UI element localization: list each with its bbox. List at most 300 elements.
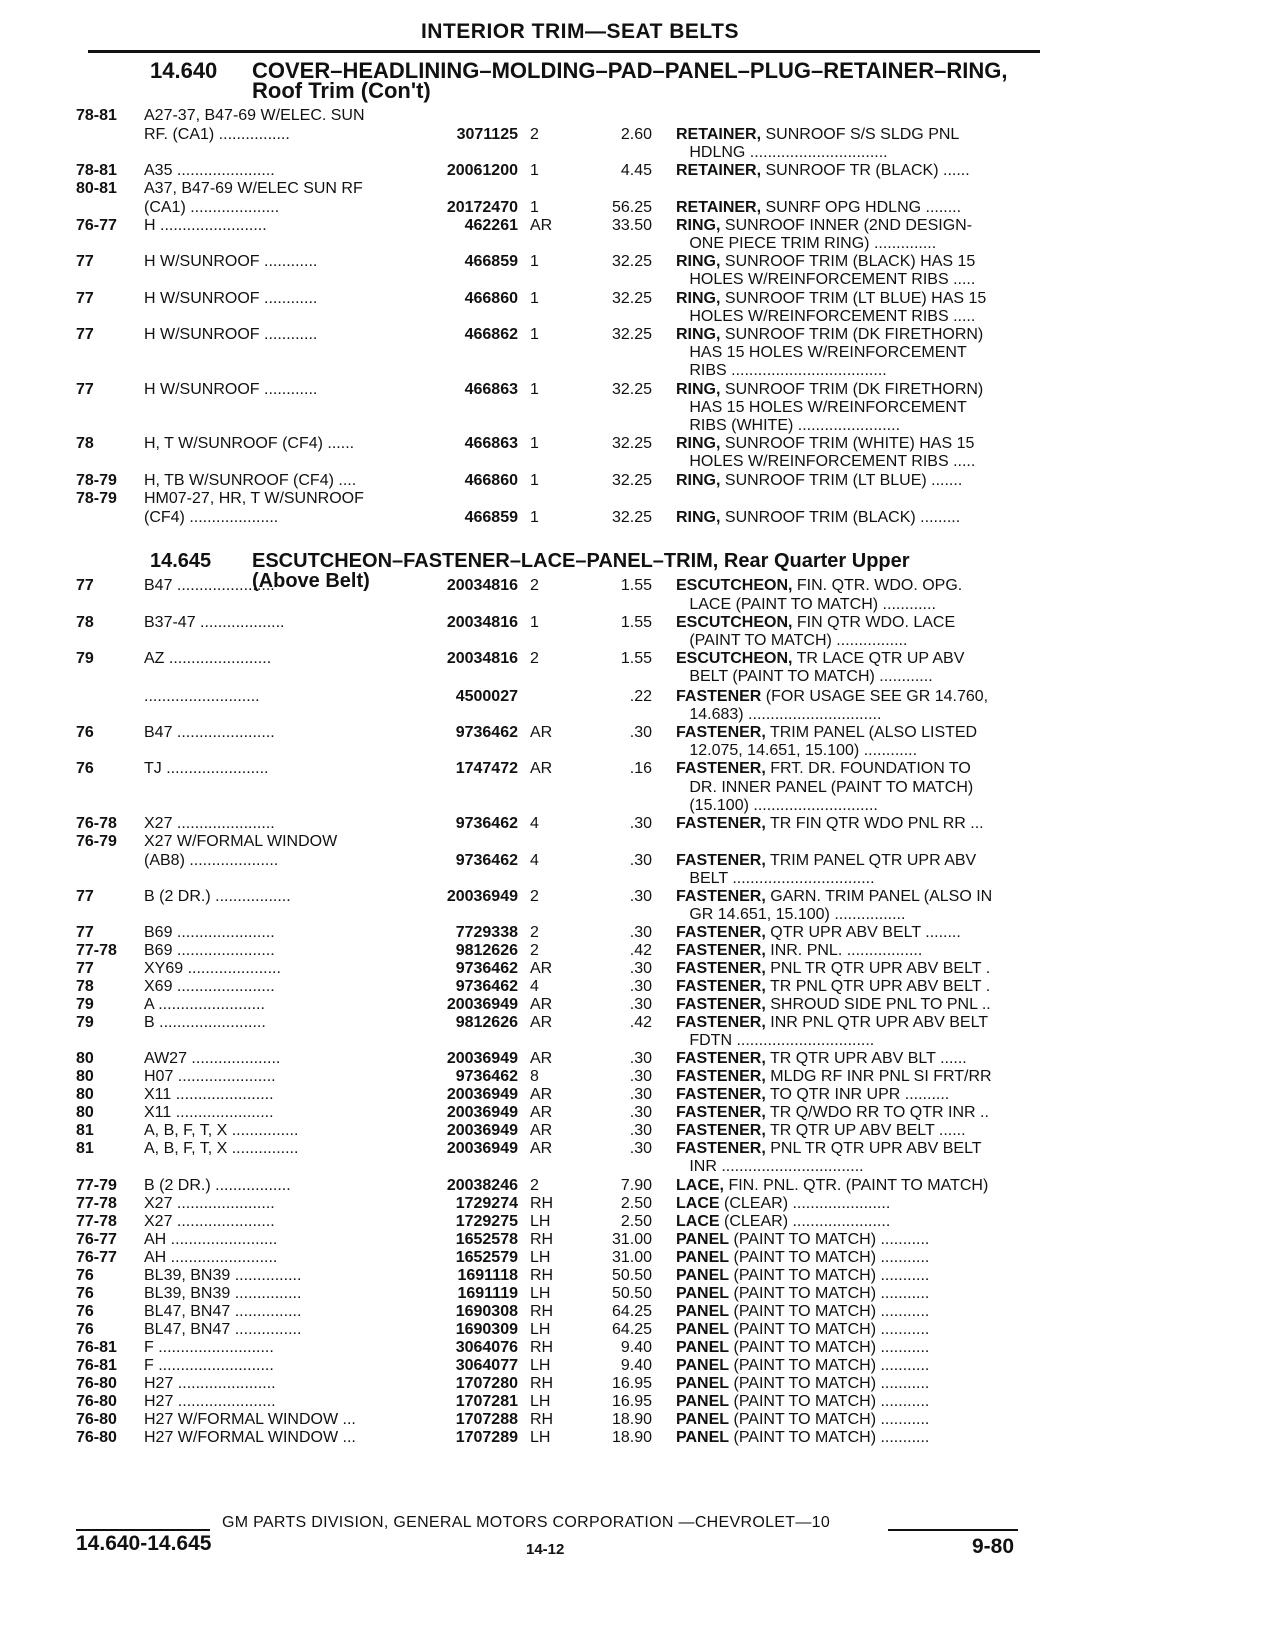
model-usage: A27-37, B47-69 W/ELEC. SUN: [144, 107, 365, 124]
model-year: 80: [76, 1104, 94, 1121]
part-name: RING,: [676, 326, 721, 343]
quantity: AR: [530, 1140, 553, 1157]
part-detail: 14.683) ..............................: [676, 706, 882, 723]
part-detail: TR QTR UP ABV BELT ......: [765, 1122, 966, 1139]
price: .30: [629, 1068, 652, 1085]
part-name: FASTENER,: [676, 724, 766, 741]
quantity: 4: [530, 815, 539, 832]
part-description: [676, 1429, 1036, 1447]
part-number: 20172470: [446, 199, 518, 216]
price: 50.50: [611, 1267, 652, 1284]
part-description: [676, 1032, 1036, 1050]
part-description: [676, 760, 1036, 778]
quantity: 2: [530, 650, 539, 667]
part-detail: HAS 15 HOLES W/REINFORCEMENT: [676, 344, 967, 361]
part-number: 20034816: [446, 650, 518, 667]
part-number: 9736462: [455, 1068, 518, 1085]
part-number: 20036949: [446, 1104, 518, 1121]
part-detail: RIBS (WHITE) .......................: [676, 417, 901, 434]
part-number: 20036949: [446, 1140, 518, 1157]
part-description: [676, 344, 1036, 362]
part-description: [676, 271, 1036, 289]
model-year: 77: [76, 326, 94, 343]
footer-rule-right: [888, 1529, 1018, 1531]
part-detail: PNL TR QTR UPR ABV BELT .: [765, 960, 991, 977]
price: .30: [629, 924, 652, 941]
model-year: 76: [76, 760, 94, 777]
part-name: RING,: [676, 217, 721, 234]
section-title: ESCUTCHEON–FASTENER–LACE–PANEL–TRIM, Rear Quarter Upper: [252, 550, 910, 572]
model-year: 80: [76, 1086, 94, 1103]
quantity: AR: [530, 1104, 553, 1121]
part-number: 1729274: [455, 1195, 518, 1212]
model-usage: H27 ......................: [144, 1375, 276, 1392]
quantity: LH: [530, 1249, 551, 1266]
part-name: PANEL: [676, 1357, 730, 1374]
model-usage: H27 W/FORMAL WINDOW ...: [144, 1411, 356, 1428]
footer-publisher: GM PARTS DIVISION, GENERAL MOTORS CORPORATION —CHEVROLET—10: [222, 1514, 831, 1531]
price: 2.50: [620, 1213, 652, 1230]
part-detail: (15.100) ............................: [676, 797, 878, 814]
part-description: [676, 942, 1036, 960]
part-description: [676, 797, 1036, 815]
quantity: 1: [530, 381, 539, 398]
part-description: [676, 724, 1036, 742]
part-number: 7729338: [455, 924, 518, 941]
model-usage: A, B, F, T, X ...............: [144, 1140, 299, 1157]
price: 32.25: [611, 472, 652, 489]
model-usage: X27 ......................: [144, 1195, 275, 1212]
part-detail: (PAINT TO MATCH) ...........: [729, 1375, 930, 1392]
part-number: 20034816: [446, 614, 518, 631]
part-detail: (PAINT TO MATCH) ...........: [729, 1249, 930, 1266]
part-number: 1729275: [455, 1213, 518, 1230]
model-usage: BL39, BN39 ...............: [144, 1267, 302, 1284]
quantity: 1: [530, 162, 539, 179]
part-name: LACE: [676, 1195, 720, 1212]
section-subtitle: Roof Trim (Con't): [252, 78, 431, 103]
model-year: 76-77: [76, 217, 117, 234]
part-description: [676, 1213, 1036, 1231]
model-usage: B69 ......................: [144, 924, 275, 941]
part-number: 1652578: [455, 1231, 518, 1248]
part-detail: 12.075, 14.651, 15.100) ............: [676, 742, 918, 759]
model-year: 76-80: [76, 1375, 117, 1392]
part-detail: (PAINT TO MATCH) ...........: [729, 1285, 930, 1302]
part-name: RING,: [676, 509, 721, 526]
part-detail: QTR UPR ABV BELT ........: [765, 924, 961, 941]
quantity: AR: [530, 1014, 553, 1031]
part-number: 1707280: [455, 1375, 518, 1392]
part-description: [676, 1104, 1036, 1122]
price: .30: [629, 1104, 652, 1121]
price: 31.00: [611, 1231, 652, 1248]
quantity: 2: [530, 942, 539, 959]
price: .42: [629, 1014, 652, 1031]
model-usage: AZ .......................: [144, 650, 272, 667]
model-usage: H, T W/SUNROOF (CF4) ......: [144, 435, 355, 452]
part-name: PANEL: [676, 1231, 730, 1248]
part-detail: (PAINT TO MATCH) ...........: [729, 1339, 930, 1356]
price: 32.25: [611, 326, 652, 343]
price: 2.60: [620, 126, 652, 143]
price: 18.90: [611, 1429, 652, 1446]
model-year: 81: [76, 1122, 94, 1139]
part-number: 466863: [464, 381, 518, 398]
part-number: 9736462: [455, 724, 518, 741]
model-usage: TJ .......................: [144, 760, 269, 777]
part-number: 9736462: [455, 815, 518, 832]
price: .30: [629, 888, 652, 905]
part-detail: TR PNL QTR UPR ABV BELT .: [765, 978, 991, 995]
part-detail: HOLES W/REINFORCEMENT RIBS .....: [676, 271, 976, 288]
part-description: [676, 978, 1036, 996]
model-year: 76-77: [76, 1231, 117, 1248]
price: 32.25: [611, 381, 652, 398]
part-number: 1747472: [455, 760, 518, 777]
part-description: [676, 126, 1036, 144]
part-number: 9812626: [455, 1014, 518, 1031]
model-year: 78: [76, 978, 94, 995]
model-usage: B37-47 ...................: [144, 614, 285, 631]
model-year: 76: [76, 1285, 94, 1302]
part-name: PANEL: [676, 1375, 730, 1392]
part-description: [676, 1086, 1036, 1104]
part-number: 20061200: [446, 162, 518, 179]
part-detail: FIN. PNL. QTR. (PAINT TO MATCH): [724, 1177, 989, 1194]
part-detail: SUNROOF TRIM (LT BLUE) .......: [720, 472, 963, 489]
quantity: 2: [530, 577, 539, 594]
price: 50.50: [611, 1285, 652, 1302]
part-description: [676, 706, 1036, 724]
part-detail: MLDG RF INR PNL SI FRT/RR: [765, 1068, 992, 1085]
model-usage: X27 ......................: [144, 1213, 275, 1230]
price: .30: [629, 978, 652, 995]
model-usage: B47 ......................: [144, 724, 275, 741]
price: 4.45: [620, 162, 652, 179]
part-number: 20036949: [446, 1050, 518, 1067]
part-name: RING,: [676, 472, 721, 489]
model-usage: (CA1) ....................: [144, 199, 280, 216]
part-description: [676, 924, 1036, 942]
part-detail: FRT. DR. FOUNDATION TO: [765, 760, 971, 777]
part-detail: (CLEAR) ......................: [719, 1195, 891, 1212]
model-year: 77-78: [76, 942, 117, 959]
part-number: 20036949: [446, 1122, 518, 1139]
quantity: 1: [530, 253, 539, 270]
part-name: PANEL: [676, 1339, 730, 1356]
part-detail: TR FIN QTR WDO PNL RR ...: [765, 815, 984, 832]
part-detail: BELT ................................: [676, 870, 875, 887]
part-description: [676, 1140, 1036, 1158]
part-description: [676, 1393, 1036, 1411]
quantity: 2: [530, 1177, 539, 1194]
price: 9.40: [620, 1357, 652, 1374]
part-detail: TRIM PANEL QTR UPR ABV: [765, 852, 977, 869]
part-detail: (PAINT TO MATCH) ...........: [729, 1231, 930, 1248]
part-description: [676, 1050, 1036, 1068]
price: 32.25: [611, 290, 652, 307]
model-year: 76: [76, 1267, 94, 1284]
model-year: 76-81: [76, 1357, 117, 1374]
quantity: 4: [530, 978, 539, 995]
part-detail: PNL TR QTR UPR ABV BELT: [765, 1140, 982, 1157]
model-usage: AH ........................: [144, 1249, 278, 1266]
part-name: PANEL: [676, 1411, 730, 1428]
model-usage: B (2 DR.) .................: [144, 888, 291, 905]
price: 1.55: [620, 614, 652, 631]
model-year: 78-81: [76, 107, 117, 124]
part-number: 466862: [464, 326, 518, 343]
part-detail: HAS 15 HOLES W/REINFORCEMENT: [676, 399, 967, 416]
model-usage: B ........................: [144, 1014, 266, 1031]
model-year: 76-80: [76, 1393, 117, 1410]
price: 32.25: [611, 435, 652, 452]
model-year: 78: [76, 614, 94, 631]
model-year: 80: [76, 1068, 94, 1085]
part-number: 20034816: [446, 577, 518, 594]
price: .42: [629, 942, 652, 959]
part-number: 1707289: [455, 1429, 518, 1446]
part-detail: (PAINT TO MATCH) ................: [676, 632, 908, 649]
part-detail: LACE (PAINT TO MATCH) ............: [676, 596, 936, 613]
part-name: ESCUTCHEON,: [676, 577, 793, 594]
part-number: 466860: [464, 290, 518, 307]
quantity: AR: [530, 760, 553, 777]
part-detail: SUNROOF TRIM (BLACK) .........: [720, 509, 961, 526]
part-name: RING,: [676, 381, 721, 398]
part-detail: FIN QTR WDO. LACE: [792, 614, 956, 631]
part-name: ESCUTCHEON,: [676, 650, 793, 667]
part-number: 3064076: [455, 1339, 518, 1356]
part-description: [676, 1411, 1036, 1429]
part-detail: (PAINT TO MATCH) ...........: [729, 1303, 930, 1320]
part-description: [676, 668, 1036, 686]
part-name: FASTENER,: [676, 888, 766, 905]
part-detail: GARN. TRIM PANEL (ALSO IN: [765, 888, 993, 905]
model-usage: AH ........................: [144, 1231, 278, 1248]
part-number: 466863: [464, 435, 518, 452]
price: 2.50: [620, 1195, 652, 1212]
price: .30: [629, 1140, 652, 1157]
price: .16: [629, 760, 652, 777]
part-detail: (PAINT TO MATCH) ...........: [729, 1267, 930, 1284]
part-name: RING,: [676, 290, 721, 307]
part-name: RING,: [676, 435, 721, 452]
part-detail: (FOR USAGE SEE GR 14.760,: [761, 688, 989, 705]
part-name: FASTENER,: [676, 960, 766, 977]
model-year: 81: [76, 1140, 94, 1157]
part-description: [676, 1177, 1036, 1195]
price: 32.25: [611, 253, 652, 270]
model-year: 77: [76, 253, 94, 270]
part-name: RETAINER,: [676, 199, 762, 216]
section-number: 14.640: [150, 58, 218, 83]
part-detail: INR. PNL. .................: [765, 942, 923, 959]
model-usage: ..........................: [144, 688, 260, 705]
part-detail: TRIM PANEL (ALSO LISTED: [765, 724, 978, 741]
part-name: RING,: [676, 253, 721, 270]
model-year: 76: [76, 1321, 94, 1338]
price: .30: [629, 1050, 652, 1067]
quantity: LH: [530, 1285, 551, 1302]
model-usage: BL47, BN47 ...............: [144, 1321, 302, 1338]
section-number: 14.645: [150, 550, 212, 572]
part-number: 1691119: [457, 1285, 518, 1302]
model-usage: A35 ......................: [144, 162, 275, 179]
quantity: AR: [530, 960, 553, 977]
part-detail: SUNROOF S/S SLDG PNL: [761, 126, 960, 143]
model-year: 80: [76, 1050, 94, 1067]
part-description: [676, 596, 1036, 614]
part-description: [676, 362, 1036, 380]
quantity: LH: [530, 1213, 551, 1230]
model-year: 77: [76, 960, 94, 977]
part-description: [676, 906, 1036, 924]
quantity: AR: [530, 1050, 553, 1067]
part-name: FASTENER,: [676, 1086, 766, 1103]
part-description: [676, 632, 1036, 650]
part-detail: SUNRF OPG HDLNG ........: [761, 199, 962, 216]
model-usage: AW27 ....................: [144, 1050, 281, 1067]
part-description: [676, 1249, 1036, 1267]
part-description: [676, 888, 1036, 906]
part-name: FASTENER,: [676, 1068, 766, 1085]
model-year: 80-81: [76, 180, 117, 197]
model-year: 77-78: [76, 1213, 117, 1230]
part-number: 1652579: [455, 1249, 518, 1266]
quantity: LH: [530, 1321, 551, 1338]
part-name: FASTENER,: [676, 815, 766, 832]
model-usage: BL47, BN47 ...............: [144, 1303, 302, 1320]
price: 1.55: [620, 577, 652, 594]
part-description: [676, 1068, 1036, 1086]
part-name: FASTENER,: [676, 1122, 766, 1139]
model-usage: H27 W/FORMAL WINDOW ...: [144, 1429, 356, 1446]
model-usage: XY69 .....................: [144, 960, 281, 977]
model-usage: B69 ......................: [144, 942, 275, 959]
model-year: 76-77: [76, 1249, 117, 1266]
price: 18.90: [611, 1411, 652, 1428]
part-detail: SUNROOF TR (BLACK) ......: [761, 162, 970, 179]
part-name: FASTENER,: [676, 852, 766, 869]
model-year: 76-79: [76, 833, 117, 850]
quantity: 1: [530, 435, 539, 452]
part-description: [676, 472, 1036, 490]
part-description: [676, 199, 1036, 217]
quantity: AR: [530, 1122, 553, 1139]
model-year: 76-81: [76, 1339, 117, 1356]
quantity: 1: [530, 472, 539, 489]
part-description: [676, 1267, 1036, 1285]
price: 1.55: [620, 650, 652, 667]
model-usage: A37, B47-69 W/ELEC SUN RF: [144, 180, 363, 197]
price: .30: [629, 1122, 652, 1139]
model-usage: X11 ......................: [144, 1104, 274, 1121]
model-year: 79: [76, 996, 94, 1013]
price: 31.00: [611, 1249, 652, 1266]
part-name: FASTENER,: [676, 942, 766, 959]
footer-section-range: 14.640-14.645: [76, 1532, 212, 1555]
part-description: [676, 996, 1036, 1014]
model-year: 76: [76, 724, 94, 741]
part-name: LACE: [676, 1213, 720, 1230]
model-usage: H W/SUNROOF ............: [144, 290, 318, 307]
model-usage: X69 ......................: [144, 978, 275, 995]
quantity: 2: [530, 126, 539, 143]
part-detail: SUNROOF TRIM (DK FIRETHORN): [720, 326, 984, 343]
model-usage: H W/SUNROOF ............: [144, 381, 318, 398]
quantity: 1: [530, 509, 539, 526]
part-number: 1691118: [457, 1267, 518, 1284]
part-number: 466859: [464, 253, 518, 270]
part-description: [676, 1231, 1036, 1249]
part-number: 466860: [464, 472, 518, 489]
model-usage: RF. (CA1) ................: [144, 126, 290, 143]
model-year: 78-79: [76, 490, 117, 507]
part-description: [676, 253, 1036, 271]
price: 32.25: [611, 509, 652, 526]
part-detail: (PAINT TO MATCH) ...........: [729, 1357, 930, 1374]
part-description: [676, 1303, 1036, 1321]
price: .30: [629, 815, 652, 832]
part-number: 1707281: [455, 1393, 518, 1410]
part-description: [676, 650, 1036, 668]
model-usage: F ..........................: [144, 1339, 274, 1356]
part-description: [676, 688, 1036, 706]
model-year: 77: [76, 924, 94, 941]
price: 16.95: [611, 1393, 652, 1410]
part-detail: INR PNL QTR UPR ABV BELT: [765, 1014, 989, 1031]
model-usage: B (2 DR.) .................: [144, 1177, 291, 1194]
model-year: 77: [76, 381, 94, 398]
part-detail: TO QTR INR UPR ..........: [765, 1086, 950, 1103]
part-description: [676, 381, 1036, 399]
footer-page-number: 14-12: [526, 1541, 565, 1558]
part-detail: SUNROOF TRIM (BLACK) HAS 15: [720, 253, 976, 270]
quantity: AR: [530, 217, 553, 234]
quantity: LH: [530, 1429, 551, 1446]
quantity: 2: [530, 924, 539, 941]
part-name: FASTENER,: [676, 996, 766, 1013]
part-name: FASTENER,: [676, 1140, 766, 1157]
footer-rule-left: [76, 1529, 210, 1531]
part-detail: FDTN ...............................: [676, 1032, 875, 1049]
footer-date: 9-80: [972, 1535, 1015, 1558]
model-usage: X27 W/FORMAL WINDOW: [144, 833, 338, 850]
model-year: 76-80: [76, 1429, 117, 1446]
part-detail: TR Q/WDO RR TO QTR INR ..: [765, 1104, 989, 1121]
part-name: FASTENER,: [676, 978, 766, 995]
part-detail: TR LACE QTR UP ABV: [792, 650, 965, 667]
part-number: 20036949: [446, 1086, 518, 1103]
part-number: 3064077: [455, 1357, 518, 1374]
part-detail: TR QTR UPR ABV BLT ......: [765, 1050, 967, 1067]
part-number: 20036949: [446, 888, 518, 905]
model-year: 76-78: [76, 815, 117, 832]
part-number: 4500027: [455, 688, 518, 705]
price: .30: [629, 996, 652, 1013]
part-number: 1707288: [455, 1411, 518, 1428]
part-description: [676, 577, 1036, 595]
quantity: RH: [530, 1339, 554, 1356]
part-number: 20036949: [446, 996, 518, 1013]
quantity: AR: [530, 996, 553, 1013]
part-description: [676, 290, 1036, 308]
part-detail: INR ................................: [676, 1158, 864, 1175]
model-usage: B47 ......................: [144, 577, 275, 594]
price: 33.50: [611, 217, 652, 234]
